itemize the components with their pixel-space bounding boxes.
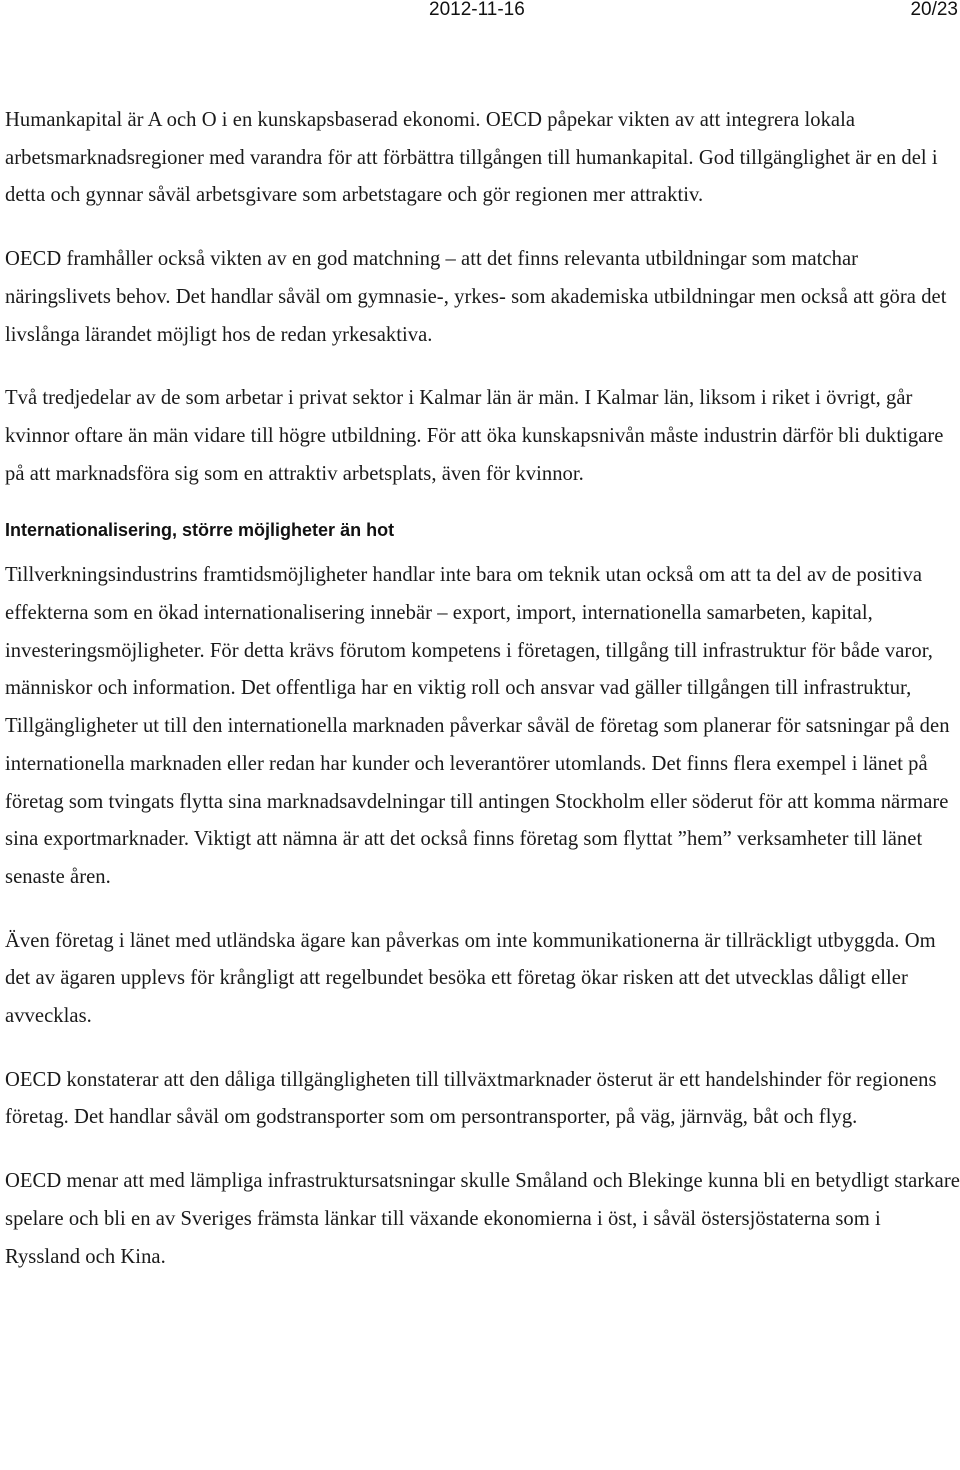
page-number: 20/23: [910, 0, 958, 20]
header-date: 2012-11-16: [429, 0, 525, 20]
paragraph-matchning: OECD framhåller också vikten av en god matchning – att det finns relevanta utbildningar som matchar näringslivets behov. Det handlar såväl om gymnasie-, yrkes- som akademiska utbildningar men också att göra det livslånga lärandet möjligt hos de redan yrkesaktiva.: [5, 248, 947, 346]
paragraph-humankapital: Humankapital är A och O i en kunskapsbaserad ekonomi. OECD påpekar vikten av att integrera lokala arbetsmarknadsregioner med varandra för att förbättra tillgången till humankapital. God tillgänglighet är en del i detta och gynnar såväl arbetsgivare som arbetstagare och gör regionen mer attraktiv.: [5, 109, 938, 207]
document-body: [5, 102, 960, 1302]
paragraph-privat-sektor: Två tredjedelar av de som arbetar i privat sektor i Kalmar län är män. I Kalmar län, liksom i riket i övrigt, går kvinnor oftare än män vidare till högre utbildning. För att öka kunskapsnivån måste industrin därför bli duktigare på att marknadsföra sig som en attraktiv arbetsplats, även för kvinnor.: [5, 387, 944, 485]
paragraph-utlandska-agare: Även företag i länet med utländska ägare kan påverkas om inte kommunikationerna är tillräckligt utbyggda. Om det av ägaren upplevs för krångligt att regelbundet besöka ett företag ökar risken att det utvecklas dåligt eller avvecklas.: [5, 929, 936, 1028]
paragraph-infrastruktursatsningar: OECD menar att med lämpliga infrastruktursatsningar skulle Småland och Blekinge kunna bli en betydligt starkare spelare och bli en av Sveriges främsta länkar till växande ekonomierna i öst, i såväl östersjöstaterna som i Ryssland och Kina.: [5, 1170, 960, 1268]
section-heading: Internationalisering, större möjligheter än hot: [5, 520, 395, 541]
paragraph-tillverkningsindustri: Tillverkningsindustrins framtidsmöjligheter handlar inte bara om teknik utan också om att ta del av de positiva effekterna som en ökad internationalisering innebär – export, import, internationella samarbeten, kapital, investeringsmöjligheter. För detta krävs förutom kompetens i företagen, tillgång till infrastruktur för både varor, människor och information. Det offentliga har en viktig roll och ansvar vad gäller tillgången till infrastruktur, Tillgängligheter ut till den internationella marknaden påverkar såväl de företag som planerar för satsningar på den internationella marknaden eller redan har kunder och leverantörer utomlands. Det finns flera exempel i länet på företag som tvingats flytta sina marknadsavdelningar till antingen Stockholm eller söderut för att komma närmare sina exportmarknader. Viktigt att nämna är att det också finns företag som flyttat ”hem” verksamheter till länet senaste åren.: [5, 564, 950, 888]
page-header: [0, 0, 960, 24]
paragraph-tillvaxtmarknader: OECD konstaterar att den dåliga tillgängligheten till tillväxtmarknader österut är ett handelshinder för regionens företag. Det handlar såväl om godstransporter som om persontransporter, på väg, järnväg, båt och flyg.: [5, 1068, 937, 1129]
